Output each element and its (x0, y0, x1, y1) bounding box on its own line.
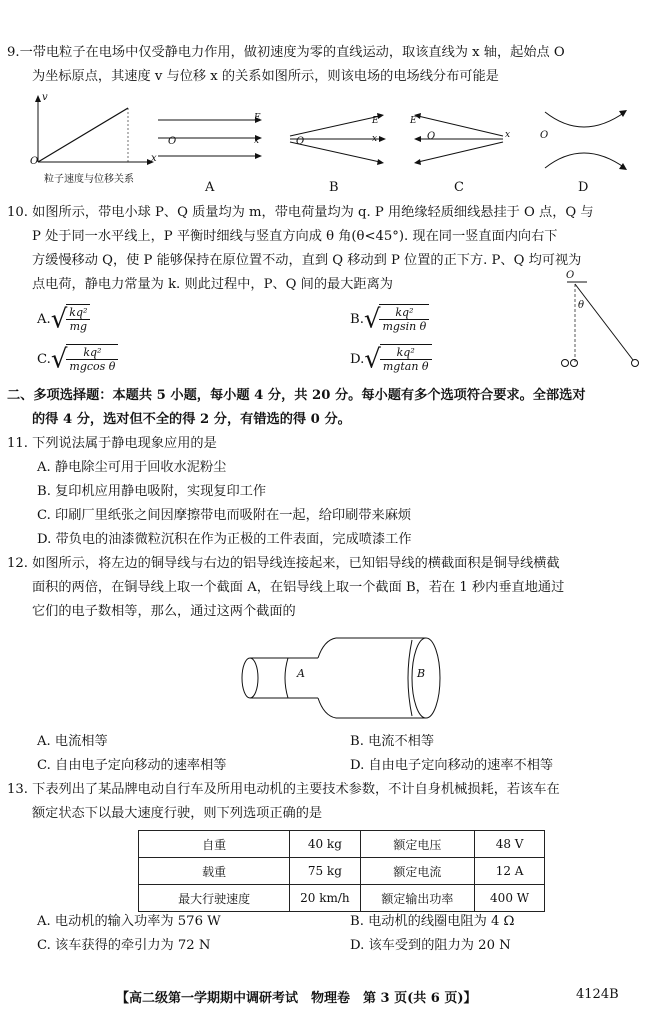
q9-field-c (408, 106, 511, 172)
q9-option-d: D (578, 180, 589, 195)
q10-line3: 方缓慢移动 Q，使 P 能够保持在原位置不动，直到 Q 移动到 P 位置的正下方. P、Q 均可视为 (32, 253, 582, 268)
q9-graph-xlabel: x (151, 153, 157, 164)
q12-option-b: B. 电流不相等 (350, 734, 435, 749)
q13-option-d: D. 该车受到的阻力为 20 N (350, 938, 511, 953)
q12-fig-B: B (417, 667, 426, 680)
q11-stem: 11. 下列说法属于静电现象应用的是 (7, 436, 217, 451)
table-row (139, 831, 545, 858)
q10-option-c: C.√ $\frac{\text{kq²}}{\text{mgcos θ}}$ (37, 344, 118, 375)
table-cell: 额定电流 (360, 858, 475, 885)
table-cell: 40 kg (290, 831, 360, 858)
table-cell: 75 kg (290, 858, 360, 885)
q12-fig-A: A (297, 667, 305, 680)
q9-c-axis: x (505, 130, 511, 140)
page-footer: 【高二级第一学期期中调研考试 物理卷 第 3 页(共 6 页)】 (116, 991, 477, 1006)
table-cell: 最大行驶速度 (139, 885, 290, 912)
q9-c-particle: O (427, 131, 436, 142)
q11-option-b: B. 复印机应用静电吸附，实现复印工作 (37, 484, 267, 499)
q12-wire-figure (236, 632, 446, 722)
q9-line2: 为坐标原点，其速度 v 与位移 x 的关系如图所示，则该电场的电场线分布可能是 (32, 69, 499, 84)
q10-option-a: A.√ $\frac{\text{kq²}}{mg}$ (37, 304, 90, 335)
q9-option-b: B (329, 180, 339, 195)
table-cell: 400 W (475, 885, 545, 912)
q10-line4: 点电荷，静电力常量为 k. 则此过程中，P、Q 间的最大距离为 (32, 277, 393, 292)
q10-line1: 10. 如图所示，带电小球 P、Q 质量均为 m，带电荷量均为 q. P 用绝缘轻质细线悬挂于 O 点，Q 与 (7, 205, 594, 220)
table-cell: 额定输出功率 (360, 885, 475, 912)
q12-option-d: D. 自由电子定向移动的速率不相等 (350, 758, 554, 773)
q9-a-axis: x (254, 136, 260, 146)
q11-option-d: D. 带负电的油漆微粒沉积在作为正极的工件表面，完成喷漆工作 (37, 532, 412, 547)
q10-option-d: D.√ $\frac{\text{kq²}}{\text{mgtan θ}}$ (350, 344, 432, 375)
q13-line2: 额定状态下以最大速度行驶，则下列选项正确的是 (32, 806, 323, 821)
section2-line1: 二、多项选择题：本题共 5 小题，每小题 4 分，共 20 分。每小题有多个选项符合要求。全部选对 (7, 388, 586, 403)
q9-graph-origin: O (30, 156, 39, 167)
table-cell: 自重 (139, 831, 290, 858)
paper-code: 4124B (576, 987, 619, 1002)
q13-option-b: B. 电动机的线圈电阻为 4 Ω (350, 914, 515, 929)
table-cell: 额定电压 (360, 831, 475, 858)
q9-b-field-label: E (372, 116, 379, 126)
q11-option-c: C. 印刷厂里纸张之间因摩擦带电而吸附在一起，给印刷带来麻烦 (37, 508, 412, 523)
q9-d-particle: O (540, 130, 549, 141)
q9-option-c: C (454, 180, 464, 195)
q12-option-c: C. 自由电子定向移动的速率相等 (37, 758, 227, 773)
q9-c-field-label: E (410, 116, 417, 126)
table-row (139, 885, 545, 912)
q9-graph-ylabel: v (42, 92, 48, 103)
q9-field-d (535, 98, 635, 178)
q13-option-a: A. 电动机的输入功率为 576 W (37, 914, 221, 929)
q13-line1: 13. 下表列出了某品牌电动自行车及所用电动机的主要技术参数，不计自身机械损耗，若该车在 (7, 782, 560, 797)
q12-option-a: A. 电流相等 (37, 734, 108, 749)
q9-a-particle: O (168, 136, 177, 147)
table-row (139, 858, 545, 885)
table-cell: 20 km/h (290, 885, 360, 912)
table-cell: 载重 (139, 858, 290, 885)
q10-option-b: B.√ $\frac{\text{kq²}}{\text{mgsin θ}}$ (350, 304, 429, 335)
q9-b-particle: O (296, 136, 305, 147)
q10-line2: P 处于同一水平线上，P 平衡时细线与竖直方向成 θ 角(θ<45°). 现在同一竖直面内向右下 (32, 229, 558, 244)
q10-figure (555, 280, 645, 375)
q9-b-axis: x (372, 134, 378, 144)
q12-line3: 它们的电子数相等，那么，通过这两个截面的 (32, 604, 296, 619)
section2-line2: 的得 4 分，选对但不全的得 2 分，有错选的得 0 分。 (32, 412, 351, 427)
q9-graph-caption: 粒子速度与位移关系 (44, 174, 134, 185)
q13-spec-table (138, 830, 545, 912)
q12-line1: 12. 如图所示，将左边的铜导线与右边的铝导线连接起来，已知铝导线的横截面积是铜导线横截 (7, 556, 560, 571)
q11-option-a: A. 静电除尘可用于回收水泥粉尘 (37, 460, 227, 475)
q10-fig-theta: θ (578, 300, 585, 311)
q9-a-field-label: E (254, 113, 261, 123)
q13-option-c: C. 该车获得的牵引力为 72 N (37, 938, 211, 953)
q9-field-b (290, 106, 400, 172)
q12-line2: 面积的两倍，在铜导线上取一个截面 A，在铝导线上取一个截面 B，若在 1 秒内垂直地通过 (32, 580, 565, 595)
table-cell: 48 V (475, 831, 545, 858)
table-cell: 12 A (475, 858, 545, 885)
q10-fig-O: O (566, 270, 575, 281)
q9-option-a: A (205, 180, 215, 195)
q9-line1: 9.一带电粒子在电场中仅受静电力作用，做初速度为零的直线运动，取该直线为 x 轴，起始点 O (7, 45, 565, 60)
